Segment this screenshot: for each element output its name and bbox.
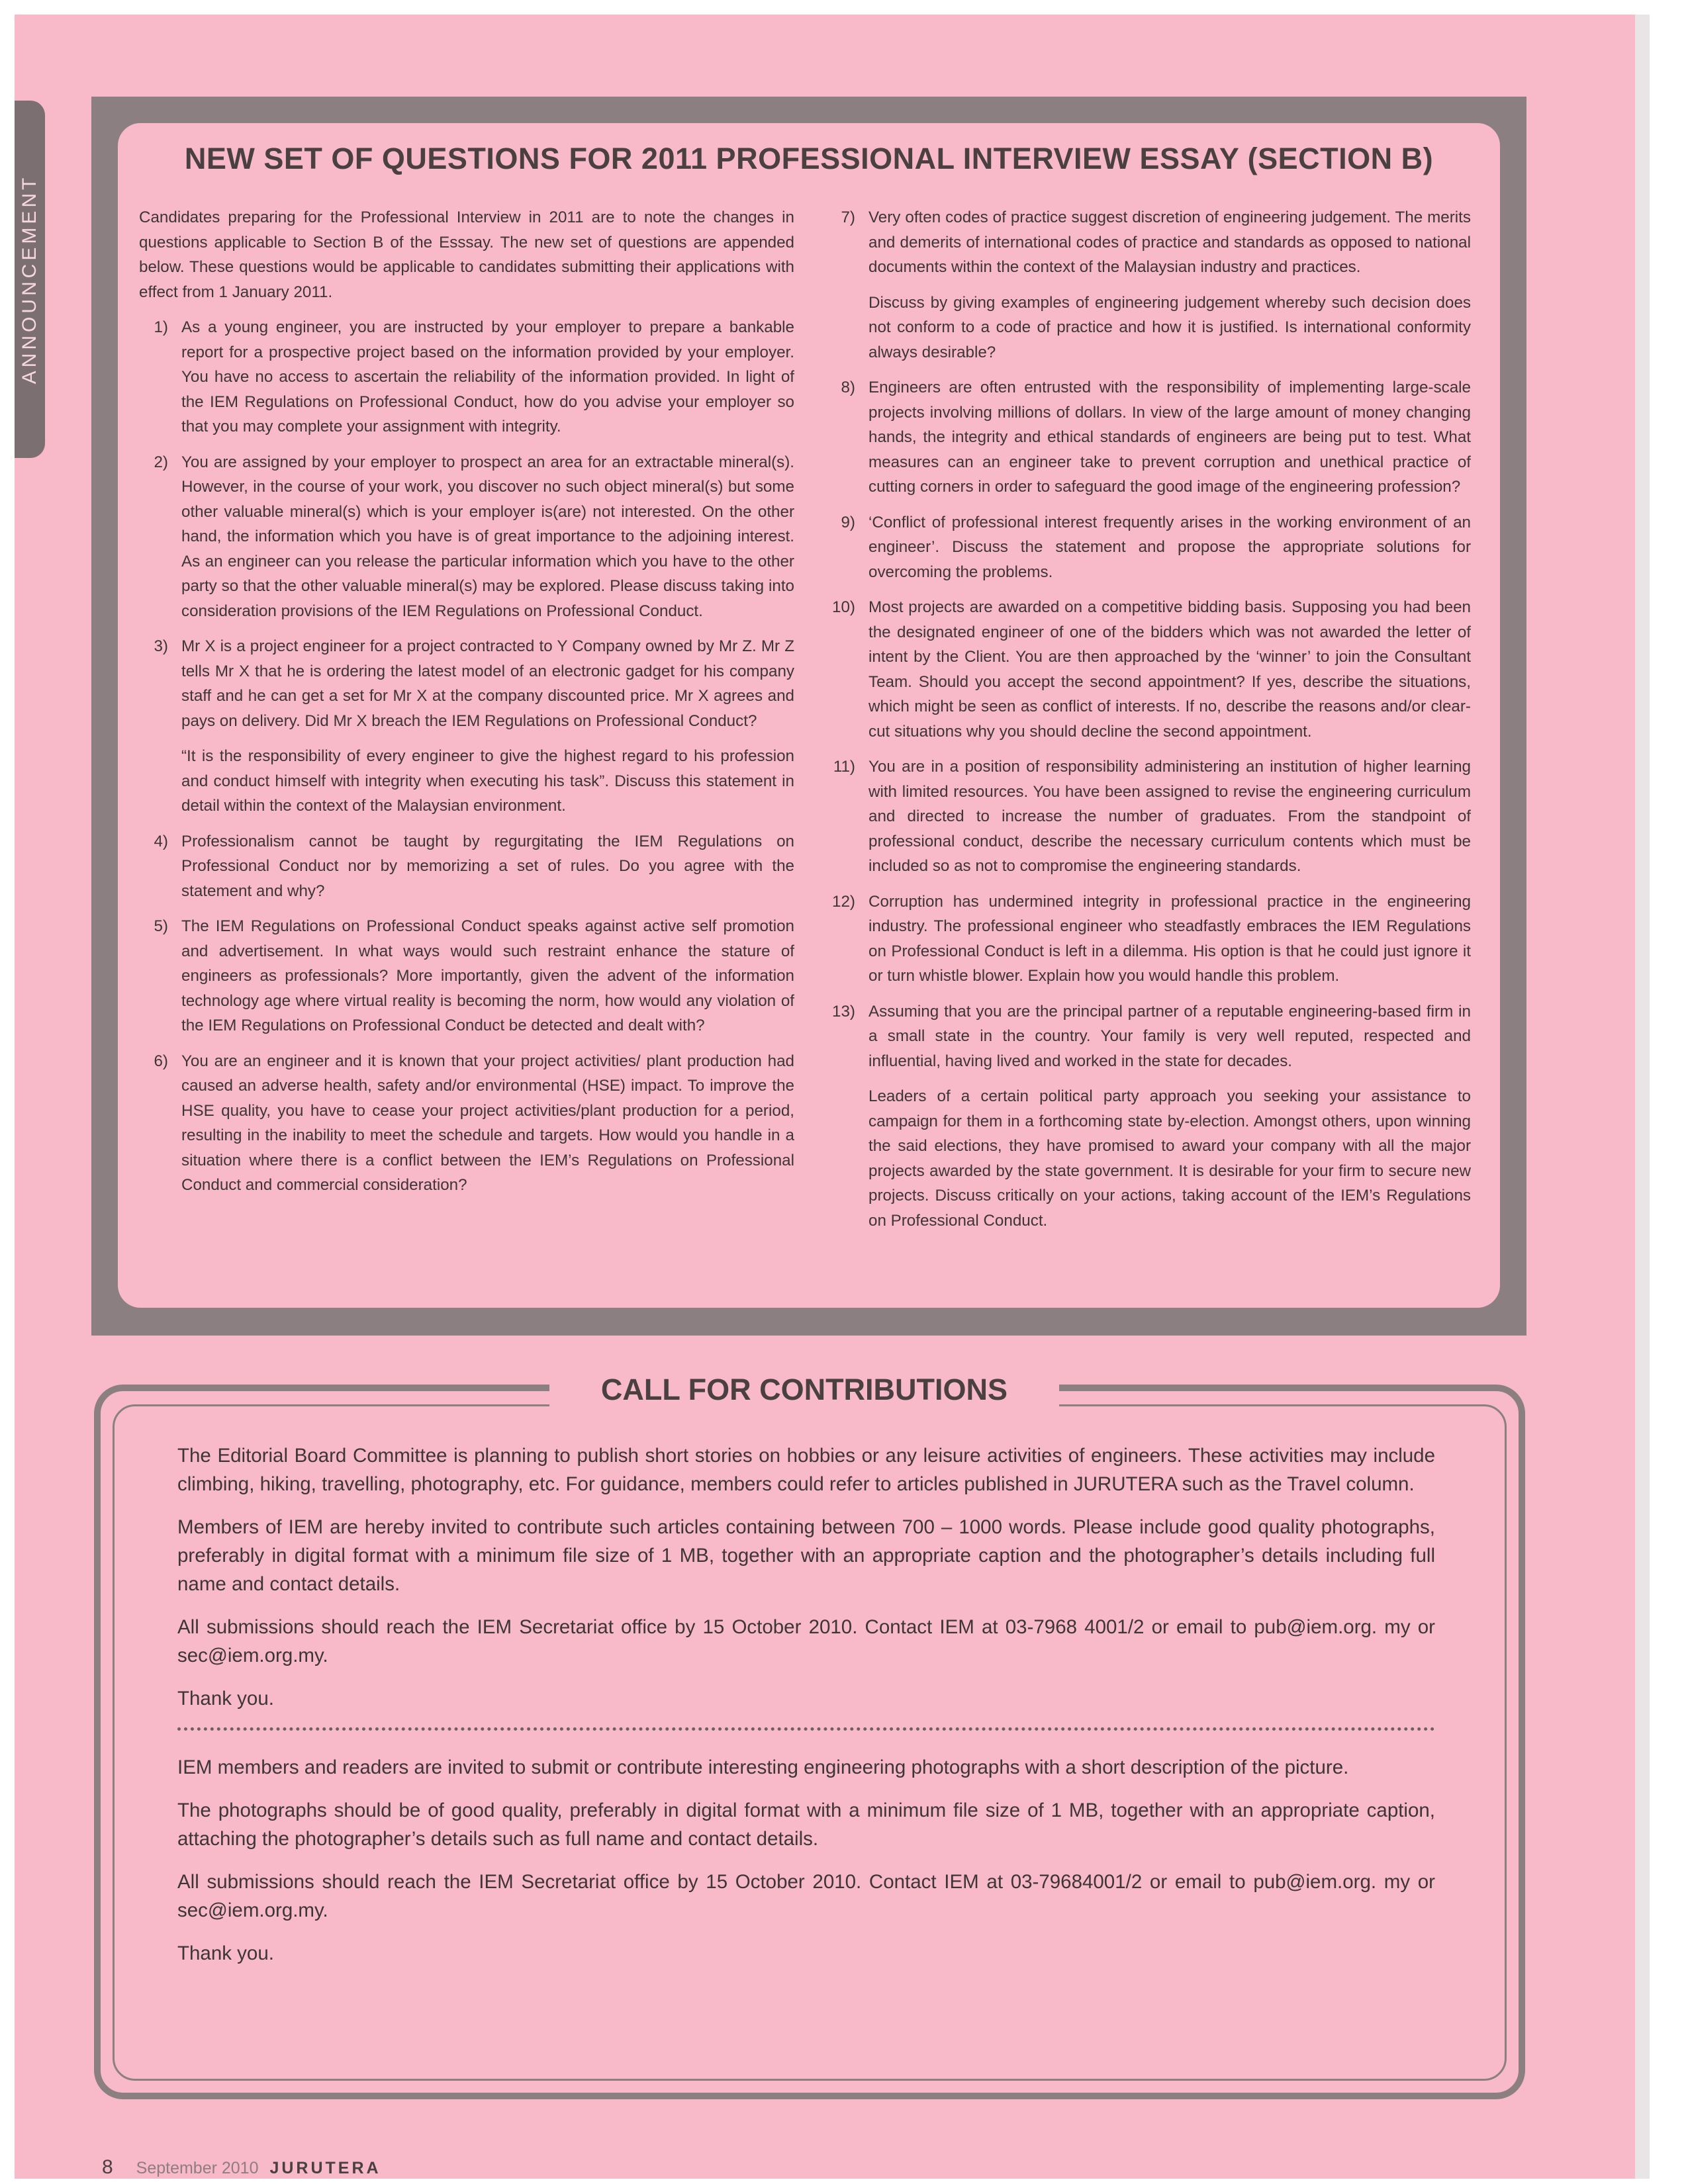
question-number: 7) (841, 208, 855, 226)
paper-edge (1635, 15, 1650, 2179)
question-item (826, 595, 1471, 744)
questions-column-right (826, 205, 1471, 1244)
questions-title: NEW SET OF QUESTIONS FOR 2011 PROFESSIONAL INTERVIEW ESSAY (SECTION B) (184, 142, 1434, 175)
question-text: You are an engineer and it is known that your project activities/ plant production had caused an adverse health, safety and/or environmental (HSE) impact. To improve the HSE quality, you have to cease your project activities/plant production for a period, resulting in the inability to meet the schedule and targets. How would you handle in a situation where there is a conflict between the IEM’s Regulations on Professional Conduct and commercial consideration? (181, 1052, 794, 1194)
question-text: Engineers are often entrusted with the responsibility of implementing large-scale projects involving millions of dollars. In view of the large amount of money changing hands, the integrity and ethical standards of engineers are being put to test. What measures can an engineer take to prevent corruption and unethical practice of cutting corners in order to safeguard the good image of the engineering profession? (868, 379, 1471, 496)
question-item (139, 914, 794, 1038)
question-subtext: “It is the responsibility of every engineer to give the highest regard to his profession and conduct himself with integrity when executing his task”. Discuss this statement in detail within the context of the Malaysian environment. (181, 747, 794, 815)
question-number: 13) (832, 1002, 855, 1021)
question-subtext: Leaders of a certain political party approach you seeking your assistance to campaign for them in a forthcoming state by-election. Amongst others, upon winning the said elections, they have promised to award your company with all the major projects awarded by the state government. It is desirable for your firm to secure new projects. Discuss critically on your actions, taking account of the IEM’s Regulations on Professional Conduct. (868, 1087, 1471, 1230)
page-number: 8 (102, 2156, 113, 2178)
question-text: ‘Conflict of professional interest frequently arises in the working environment of an engineer’. Discuss the statement and propose the appropriate solutions for overcoming the problems. (868, 513, 1471, 581)
question-text: You are assigned by your employer to prospect an area for an extractable mineral(s). However, in the course of your work, you discover no such object mineral(s) but some other valuable mineral(s) which is your employer is(are) not interested. On the other hand, the information which you have is of great importance to the adjoining interest. As an engineer can you release the particular information which you have to the other party so that the other valuable mineral(s) may be explored. Please discuss taking into consideration provisions of the IEM Regulations on Professional Conduct. (181, 453, 794, 620)
question-text: Mr X is a project engineer for a project contracted to Y Company owned by Mr Z. Mr Z tells Mr X that he is ordering the latest model of an electronic gadget for his company staff and he can get a set for Mr X at the company discounted price. Mr X agrees and pays on delivery. Did Mr X breach the IEM Regulations on Professional Conduct? (181, 637, 794, 730)
question-item (826, 999, 1471, 1074)
section-tab (15, 101, 45, 458)
question-text: Assuming that you are the principal partner of a reputable engineering-based firm in a small state in the country. Your family is very well reputed, respected and influential, having lived and worked in the state for decades. (868, 1002, 1471, 1070)
question-item (139, 634, 794, 733)
page-footer (102, 2156, 381, 2179)
contributions-paragraph: The Editorial Board Committee is planning to publish short stories on hobbies or any leisure activities of engineers. These activities may include climbing, hiking, travelling, photography, etc. For guidance, members could refer to articles published in JURUTERA such as the Travel column. (177, 1445, 1435, 1495)
question-number: 4) (154, 832, 168, 850)
question-text: Professionalism cannot be taught by regurgitating the IEM Regulations on Professional Conduct nor by memorizing a set of rules. Do you agree with the statement and why? (181, 832, 794, 900)
question-number: 10) (832, 598, 855, 616)
contributions-title: CALL FOR CONTRIBUTIONS (549, 1370, 1059, 1410)
question-number: 2) (154, 453, 168, 471)
question-number: 11) (833, 758, 855, 776)
question-item (139, 315, 794, 439)
question-text: The IEM Regulations on Professional Conduct speaks against active self promotion and advertisement. In what ways would such restraint enhance the stature of engineers as professionals? More importantly, given the advent of the information technology age where virtual reality is becoming the norm, how would any violation of the IEM Regulations on Professional Conduct be detected and dealt with? (181, 917, 794, 1034)
question-item (826, 375, 1471, 500)
contributions-paragraph: All submissions should reach the IEM Secretariat office by 15 October 2010. Contact IEM at 03-79684001/2 or email to pub@iem.org. my or sec@iem.org.my. (177, 1871, 1435, 1921)
question-item (826, 510, 1471, 585)
question-number: 5) (154, 917, 168, 935)
question-text: As a young engineer, you are instructed by your employer to prepare a bankable report for a prospective project based on the information provided by your employer. You have no access to ascertain the reliability of the information provided. In light of the IEM Regulations on Professional Conduct, how do you advise your employer so that you may complete your assignment with integrity. (181, 318, 794, 435)
contributions-paragraph: The photographs should be of good quality, preferably in digital format with a minimum file size of 1 MB, together with an appropriate caption, attaching the photographer’s details such as full name and contact details. (177, 1799, 1435, 1850)
question-item (139, 450, 794, 624)
dotted-divider (177, 1727, 1435, 1731)
question-item (826, 889, 1471, 989)
question-number: 3) (154, 637, 168, 655)
magazine-name: JURUTERA (269, 2159, 381, 2177)
section-tab-label: ANNOUNCEMENT (19, 174, 40, 385)
question-text: Very often codes of practice suggest discretion of engineering judgement. The merits and demerits of international codes of practice and standards as opposed to national documents within the context of the Malaysian industry and practices. (868, 208, 1471, 276)
question-text: You are in a position of responsibility administering an institution of higher learning with limited resources. You have been assigned to revise the engineering curriculum and directed to increase the number of graduates. From the standpoint of professional conduct, describe the necessary curriculum contents which must be included so as not to compromise the engineering standards. (868, 758, 1471, 875)
question-number: 8) (841, 379, 855, 396)
contributions-body (177, 1441, 1435, 1982)
question-subtext: Discuss by giving examples of engineering judgement whereby such decision does not conform to a code of practice and how it is justified. Is international conformity always desirable? (868, 293, 1471, 361)
issue-date: September 2010 (136, 2159, 259, 2177)
question-number: 12) (832, 892, 855, 911)
question-text: Corruption has undermined integrity in professional practice in the engineering industry. The professional engineer who steadfastly embraces the IEM Regulations on Professional Conduct is left in a dilemma. His option is that he could just ignore it or turn whistle blower. Explain how you would handle this problem. (868, 892, 1471, 985)
question-item (826, 205, 1471, 280)
contributions-thanks: Thank you. (177, 1688, 274, 1709)
question-number: 6) (154, 1052, 168, 1070)
question-number: 1) (154, 318, 168, 336)
contributions-thanks: Thank you. (177, 1942, 274, 1964)
contributions-paragraph: All submissions should reach the IEM Secretariat office by 15 October 2010. Contact IEM at 03-7968 4001/2 or email to pub@iem.org. my or sec@iem.org.my. (177, 1616, 1435, 1666)
question-text: Most projects are awarded on a competitive bidding basis. Supposing you had been the designated engineer of one of the bidders which was not awarded the letter of intent by the Client. You are then approached by the ‘winner’ to join the Consultant Team. Should you accept the second appointment? If yes, describe the situations, which might be seen as conflict of interests. If no, describe the reasons and/or clear-cut situations why you should decline the second appointment. (868, 598, 1471, 741)
questions-intro: Candidates preparing for the Professional Interview in 2011 are to note the changes in questions applicable to Section B of the Esssay. The new set of questions are appended below. These questions would be applicable to candidates submitting their applications with effect from 1 January 2011. (139, 208, 794, 301)
question-item (139, 829, 794, 904)
question-item (826, 754, 1471, 879)
contributions-paragraph: IEM members and readers are invited to submit or contribute interesting engineering photographs with a short description of the picture. (177, 1756, 1349, 1778)
questions-column-left (139, 205, 794, 1208)
contributions-paragraph: Members of IEM are hereby invited to contribute such articles containing between 700 – 1000 words. Please include good quality photographs, preferably in digital format with a minimum file size of 1 MB, together with an appropriate caption and the photographer’s details including full name and contact details. (177, 1516, 1435, 1595)
question-number: 9) (841, 513, 855, 531)
question-item (139, 1049, 794, 1198)
